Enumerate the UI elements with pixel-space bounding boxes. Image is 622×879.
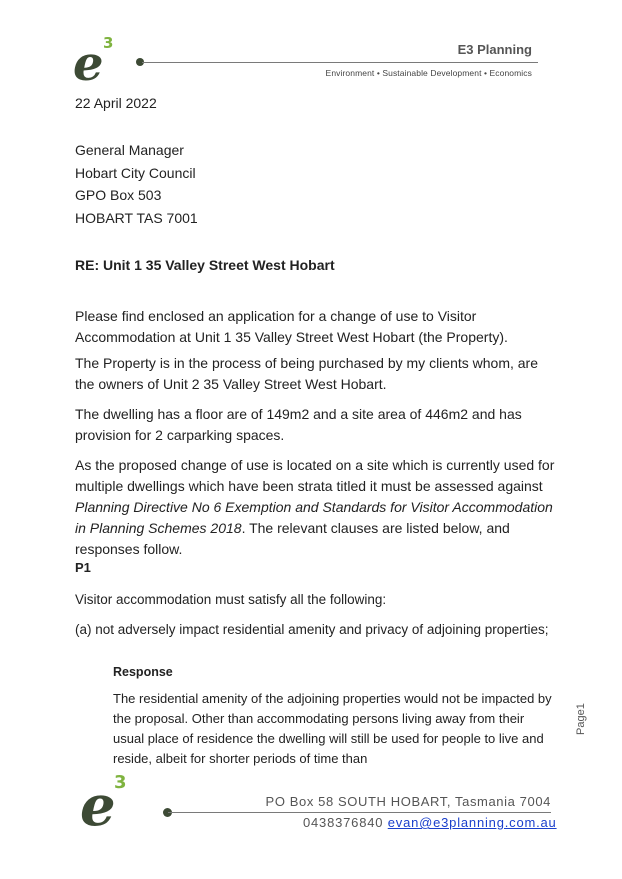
clause-heading: P1 <box>75 560 91 575</box>
footer-address: PO Box 58 SOUTH HOBART, Tasmania 7004 <box>265 794 551 809</box>
response-heading: Response <box>113 665 173 679</box>
letter-date: 22 April 2022 <box>75 95 157 111</box>
header-logo-e: e <box>73 36 104 92</box>
footer-phone: 0438376840 <box>303 815 384 830</box>
recipient-line: General Manager <box>75 142 184 158</box>
body-paragraph: The dwelling has a floor are of 149m2 and a site area of 446m2 and has provision for 2 carparking spaces. <box>75 406 522 443</box>
response-text: The residential amenity of the adjoining properties would not be impacted by the proposal. Other than accommodating persons living away from their usual place of residence the dwelling will still be used for people to live and reside, albeit for shorter periods of time than <box>113 691 552 766</box>
paragraph-text: . The relevant clauses are listed below, and responses follow. <box>75 520 510 557</box>
clause-item: (a) not adversely impact residential amenity and privacy of adjoining properties; <box>75 622 549 637</box>
body-paragraph <box>75 455 555 560</box>
letter-subject: RE: Unit 1 35 Valley Street West Hobart <box>75 257 335 273</box>
footer-email-link[interactable]: evan@e3planning.com.au <box>387 815 557 830</box>
planning-directive-title: Planning Directive No 6 Exemption and Standards for Visitor Accommodation in Planning Schemes 2018 <box>75 499 553 536</box>
footer-contact <box>303 815 557 830</box>
recipient-line: GPO Box 503 <box>75 187 162 203</box>
body-paragraph: Please find enclosed an application for a change of use to Visitor Accommodation at Unit 1 35 Valley Street West Hobart (the Property). <box>75 308 508 345</box>
recipient-line: HOBART TAS 7001 <box>75 210 198 226</box>
paragraph-text: As the proposed change of use is located on a site which is currently used for multiple dwellings which have been strata titled it must be assessed against <box>75 457 555 494</box>
footer-rule <box>168 812 551 813</box>
footer-logo-superscript: 3 <box>114 772 127 793</box>
header-logo-superscript: 3 <box>103 34 114 52</box>
body-paragraph: The Property is in the process of being purchased by my clients whom, are the owners of Unit 2 35 Valley Street West Hobart. <box>75 355 538 392</box>
clause-intro: Visitor accommodation must satisfy all the following: <box>75 592 387 607</box>
header-rule <box>142 62 538 63</box>
company-name: E3 Planning <box>457 42 532 57</box>
footer-logo-e: e <box>80 773 116 839</box>
recipient-line: Hobart City Council <box>75 165 196 181</box>
company-tagline: Environment • Sustainable Development • Economics <box>325 68 532 78</box>
page-number: Page1 <box>575 703 587 735</box>
